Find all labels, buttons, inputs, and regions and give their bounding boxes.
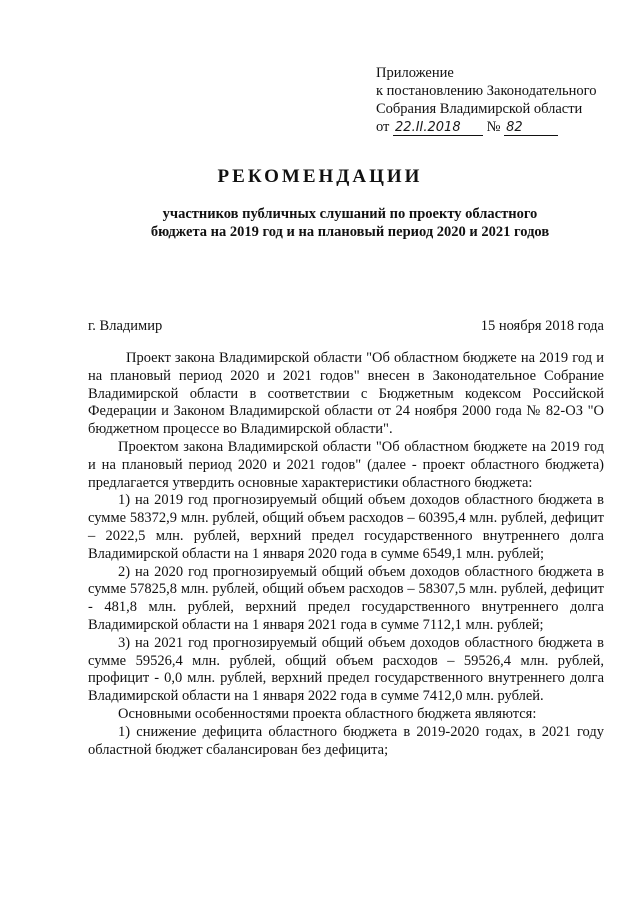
appendix-line-2: к постановлению Законодательного — [376, 83, 597, 99]
from-label: от — [376, 119, 390, 135]
handwritten-date: 22.II.2018 — [393, 121, 483, 136]
appendix-date-line — [376, 118, 597, 136]
document-date: 15 ноября 2018 года — [480, 318, 604, 334]
appendix-line-1: Приложение — [376, 65, 454, 81]
document-subtitle: участников публичных слушаний по проекту областного бюджета на 2019 год и на плановый период 2020 и 2021 годов — [150, 206, 550, 240]
document-title: РЕКОМЕНДАЦИИ — [217, 166, 423, 187]
appendix-block — [376, 64, 597, 136]
paragraph: Проектом закона Владимирской области "Об областном бюджете на 2019 год и на плановый период 2020 и 2021 годов" (далее - проект областного бюджета) предлагается утвердить основные характеристики областного бюджета: — [88, 438, 604, 491]
paragraph: Проект закона Владимирской области "Об областном бюджете на 2019 год и на плановый период 2020 и 2021 годов" внесен в Законодательное Собрание Владимирской области в соответствии с Бюджетным кодексом Российской Федерации и Законом Владимирской области от 24 ноября 2000 года № 82-ОЗ "О бюджетном процессе во Владимирской области". — [88, 350, 604, 438]
paragraph: 2) на 2020 год прогнозируемый общий объем доходов областного бюджета в сумме 57825,8 млн. рублей, общий объем расходов – 58307,5 млн. рублей, дефицит - 481,8 млн. рублей, верхний предел государственного внутреннего долга Владимирской области на 1 января 2021 года в сумме 7112,1 млн. рублей; — [88, 563, 604, 633]
paragraph: Основными особенностями проекта областного бюджета являются: — [118, 705, 537, 722]
document-body — [88, 350, 604, 759]
paragraph: 3) на 2021 год прогнозируемый общий объем доходов областного бюджета в сумме 59526,4 млн. рублей, общий объем расходов – 59526,4 млн. рублей, профицит - 0,0 млн. рублей, верхний предел государственного внутреннего долга Владимирской области на 1 января 2022 года в сумме 7412,0 млн. рублей. — [88, 634, 604, 705]
number-label: № — [486, 119, 501, 135]
appendix-line-3: Собрания Владимирской области — [376, 101, 583, 117]
place: г. Владимир — [88, 318, 163, 334]
paragraph: 1) на 2019 год прогнозируемый общий объем доходов областного бюджета в сумме 58372,9 млн. рублей, общий объем расходов – 60395,4 млн. рублей, дефицит – 2022,5 млн. рублей, верхний предел государственного внутреннего долга Владимирской области на 1 января 2020 года в сумме 6549,1 млн. рублей; — [88, 492, 604, 562]
paragraph: 1) снижение дефицита областного бюджета в 2019-2020 годах, в 2021 году областной бюджет сбалансирован без дефицита; — [88, 723, 604, 758]
handwritten-number: 82 — [504, 121, 558, 136]
